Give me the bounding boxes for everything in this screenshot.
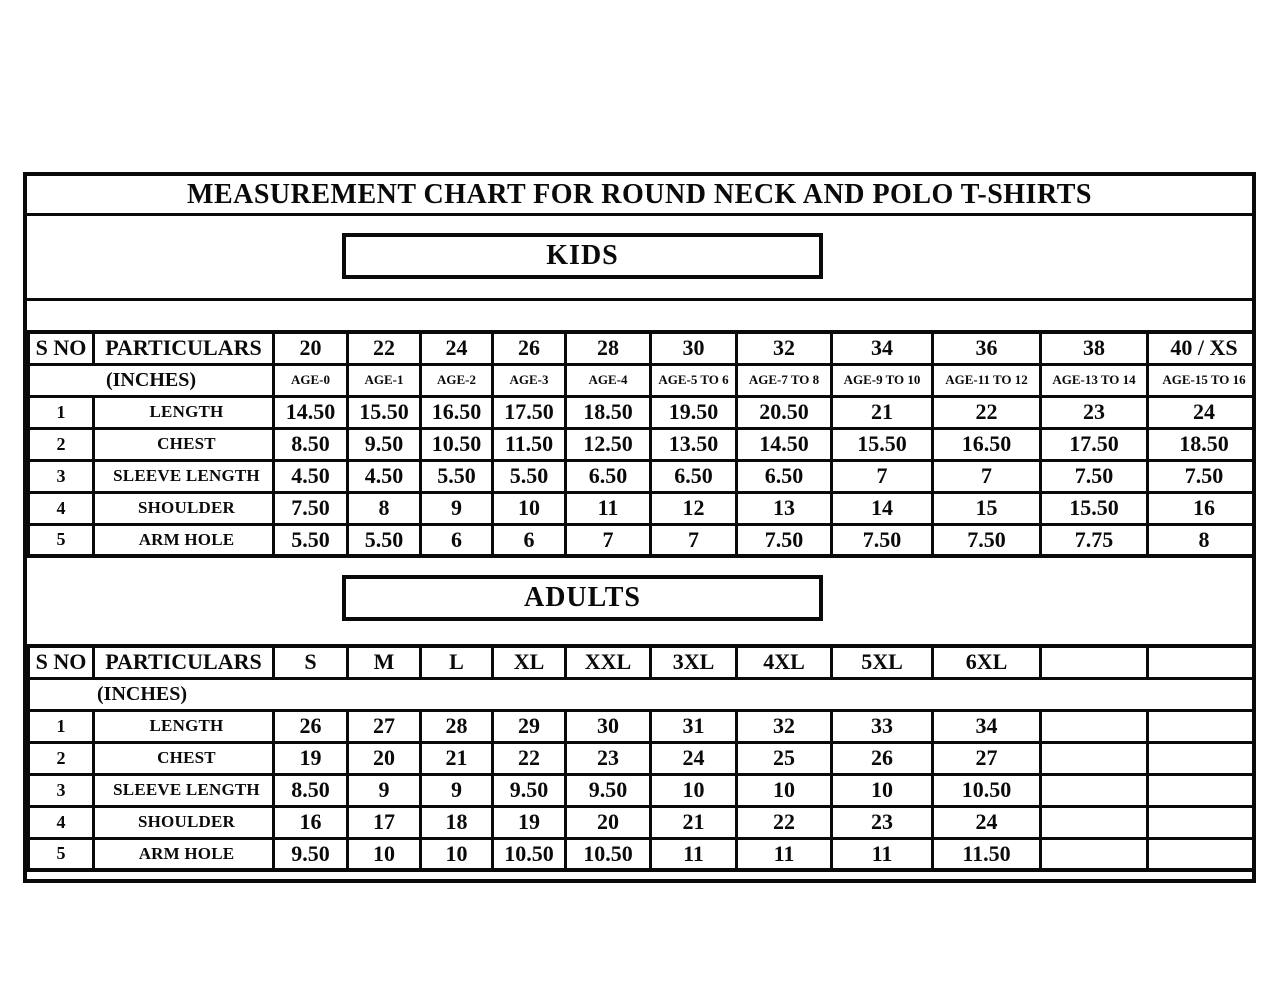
measurement-value: 11: [832, 838, 933, 870]
measurement-value: 23: [832, 806, 933, 838]
measurement-value: 8: [348, 492, 421, 524]
size-column-header: L: [421, 646, 493, 678]
measurement-row: [29, 524, 1257, 556]
measurement-value: 9.50: [493, 774, 566, 806]
measurement-value: 5.50: [274, 524, 348, 556]
measurement-value: 6.50: [651, 460, 737, 492]
measurement-label: LENGTH: [94, 710, 274, 742]
size-column-header: 6XL: [933, 646, 1041, 678]
measurement-value: 18.50: [566, 396, 651, 428]
measurement-value: 7: [566, 524, 651, 556]
measurement-value: 11: [737, 838, 832, 870]
measurement-value: 7: [832, 460, 933, 492]
measurement-value: 24: [933, 806, 1041, 838]
measurement-label: SLEEVE LENGTH: [94, 774, 274, 806]
measurement-value: 17.50: [1041, 428, 1148, 460]
measurement-value: 7.50: [274, 492, 348, 524]
size-column-header: 26: [493, 332, 566, 364]
age-column-header: AGE-4: [566, 364, 651, 396]
size-column-header: 22: [348, 332, 421, 364]
measurement-value: 7.50: [933, 524, 1041, 556]
measurement-label: CHEST: [94, 742, 274, 774]
sno-column-header: S NO: [29, 646, 94, 678]
measurement-value: 10: [421, 838, 493, 870]
measurement-value: 5.50: [421, 460, 493, 492]
measurement-value: 19.50: [651, 396, 737, 428]
measurement-value: 15.50: [1041, 492, 1148, 524]
row-number: 3: [29, 774, 94, 806]
measurement-value: 13.50: [651, 428, 737, 460]
kids-measurement-table: [27, 330, 1256, 558]
measurement-value: 11.50: [493, 428, 566, 460]
sno-column-header: S NO: [29, 332, 94, 364]
measurement-value: 9: [421, 492, 493, 524]
measurement-value: 8.50: [274, 774, 348, 806]
size-column-header: 20: [274, 332, 348, 364]
measurement-value: 7.50: [1148, 460, 1257, 492]
size-column-header: 28: [566, 332, 651, 364]
measurement-value: 7: [651, 524, 737, 556]
measurement-value: [1148, 710, 1257, 742]
age-column-header: AGE-2: [421, 364, 493, 396]
measurement-value: 24: [651, 742, 737, 774]
kids-section-heading: KIDS: [342, 233, 823, 279]
measurement-value: [1041, 742, 1148, 774]
age-column-header: AGE-13 TO 14: [1041, 364, 1148, 396]
particulars-column-header: PARTICULARS: [94, 646, 274, 678]
size-column-header: XL: [493, 646, 566, 678]
size-column-header: 40 / XS: [1148, 332, 1257, 364]
age-column-header: AGE-9 TO 10: [832, 364, 933, 396]
measurement-label: SHOULDER: [94, 806, 274, 838]
row-number: 1: [29, 396, 94, 428]
measurement-label: SLEEVE LENGTH: [94, 460, 274, 492]
measurement-value: 21: [832, 396, 933, 428]
measurement-value: 10: [651, 774, 737, 806]
measurement-value: 16.50: [421, 396, 493, 428]
measurement-value: [1041, 774, 1148, 806]
row-number: 4: [29, 492, 94, 524]
measurement-value: 27: [933, 742, 1041, 774]
measurement-value: 7.50: [1041, 460, 1148, 492]
measurement-value: 6.50: [737, 460, 832, 492]
measurement-value: 21: [651, 806, 737, 838]
measurement-value: 10.50: [493, 838, 566, 870]
measurement-value: 24: [1148, 396, 1257, 428]
size-column-header: [1041, 646, 1148, 678]
measurement-value: 11: [566, 492, 651, 524]
measurement-value: 15.50: [832, 428, 933, 460]
size-column-header: 30: [651, 332, 737, 364]
units-label: (INCHES): [29, 678, 1257, 710]
age-column-header: AGE-1: [348, 364, 421, 396]
kids-header-row: [29, 332, 1257, 364]
measurement-value: 17.50: [493, 396, 566, 428]
measurement-value: 20.50: [737, 396, 832, 428]
measurement-value: 27: [348, 710, 421, 742]
adults-measurement-table: [27, 644, 1256, 872]
measurement-value: 14.50: [274, 396, 348, 428]
measurement-value: 22: [493, 742, 566, 774]
measurement-label: SHOULDER: [94, 492, 274, 524]
measurement-value: 30: [566, 710, 651, 742]
measurement-value: 16.50: [933, 428, 1041, 460]
measurement-value: 25: [737, 742, 832, 774]
measurement-value: 6: [421, 524, 493, 556]
measurement-value: 8.50: [274, 428, 348, 460]
units-label: (INCHES): [29, 364, 274, 396]
kids-units-row: [29, 364, 1257, 396]
measurement-value: 18: [421, 806, 493, 838]
size-column-header: 38: [1041, 332, 1148, 364]
size-column-header: 34: [832, 332, 933, 364]
measurement-value: 12: [651, 492, 737, 524]
measurement-row: [29, 428, 1257, 460]
measurement-value: 10: [832, 774, 933, 806]
measurement-value: 31: [651, 710, 737, 742]
measurement-value: 23: [1041, 396, 1148, 428]
size-column-header: 36: [933, 332, 1041, 364]
measurement-value: 16: [274, 806, 348, 838]
adults-section-band: [27, 558, 1252, 644]
measurement-value: 26: [832, 742, 933, 774]
row-number: 5: [29, 838, 94, 870]
size-column-header: [1148, 646, 1257, 678]
measurement-value: [1148, 742, 1257, 774]
measurement-value: [1148, 774, 1257, 806]
measurement-value: 16: [1148, 492, 1257, 524]
measurement-row: [29, 710, 1257, 742]
size-column-header: XXL: [566, 646, 651, 678]
measurement-value: 5.50: [348, 524, 421, 556]
measurement-value: 9.50: [348, 428, 421, 460]
measurement-value: 12.50: [566, 428, 651, 460]
measurement-value: 14.50: [737, 428, 832, 460]
measurement-value: 9: [348, 774, 421, 806]
measurement-row: [29, 742, 1257, 774]
size-column-header: 5XL: [832, 646, 933, 678]
measurement-value: [1041, 710, 1148, 742]
measurement-value: 17: [348, 806, 421, 838]
measurement-value: 15: [933, 492, 1041, 524]
measurement-value: 7.75: [1041, 524, 1148, 556]
row-number: 5: [29, 524, 94, 556]
chart-title: MEASUREMENT CHART FOR ROUND NECK AND POLO T-SHIRTS: [27, 176, 1252, 216]
row-number: 1: [29, 710, 94, 742]
measurement-value: 10.50: [933, 774, 1041, 806]
measurement-value: 6: [493, 524, 566, 556]
measurement-value: 9.50: [274, 838, 348, 870]
measurement-value: 26: [274, 710, 348, 742]
measurement-value: 33: [832, 710, 933, 742]
measurement-label: CHEST: [94, 428, 274, 460]
measurement-value: 15.50: [348, 396, 421, 428]
measurement-row: [29, 774, 1257, 806]
measurement-value: 18.50: [1148, 428, 1257, 460]
age-column-header: AGE-11 TO 12: [933, 364, 1041, 396]
size-column-header: 3XL: [651, 646, 737, 678]
measurement-value: 19: [493, 806, 566, 838]
measurement-value: [1041, 806, 1148, 838]
measurement-row: [29, 838, 1257, 870]
measurement-value: 10.50: [421, 428, 493, 460]
measurement-value: 21: [421, 742, 493, 774]
size-column-header: 4XL: [737, 646, 832, 678]
row-number: 4: [29, 806, 94, 838]
row-number: 2: [29, 428, 94, 460]
measurement-label: ARM HOLE: [94, 524, 274, 556]
measurement-value: 9.50: [566, 774, 651, 806]
measurement-chart: [23, 172, 1256, 883]
adults-units-row: [29, 678, 1257, 710]
measurement-value: 7.50: [737, 524, 832, 556]
kids-section-band: [27, 216, 1252, 301]
measurement-row: [29, 460, 1257, 492]
measurement-value: 28: [421, 710, 493, 742]
age-column-header: AGE-7 TO 8: [737, 364, 832, 396]
measurement-value: 10: [493, 492, 566, 524]
adults-section-heading: ADULTS: [342, 575, 823, 621]
spacer-band: [27, 301, 1252, 330]
measurement-value: 11.50: [933, 838, 1041, 870]
measurement-value: 10: [737, 774, 832, 806]
measurement-value: 22: [737, 806, 832, 838]
measurement-value: 7.50: [832, 524, 933, 556]
size-column-header: 32: [737, 332, 832, 364]
measurement-label: LENGTH: [94, 396, 274, 428]
row-number: 2: [29, 742, 94, 774]
measurement-row: [29, 492, 1257, 524]
measurement-value: 11: [651, 838, 737, 870]
measurement-value: 10.50: [566, 838, 651, 870]
measurement-value: [1041, 838, 1148, 870]
measurement-row: [29, 396, 1257, 428]
measurement-value: 8: [1148, 524, 1257, 556]
measurement-row: [29, 806, 1257, 838]
size-column-header: 24: [421, 332, 493, 364]
age-column-header: AGE-5 TO 6: [651, 364, 737, 396]
age-column-header: AGE-0: [274, 364, 348, 396]
measurement-value: 13: [737, 492, 832, 524]
age-column-header: AGE-3: [493, 364, 566, 396]
measurement-value: 20: [566, 806, 651, 838]
measurement-value: 34: [933, 710, 1041, 742]
measurement-value: 22: [933, 396, 1041, 428]
measurement-value: 20: [348, 742, 421, 774]
measurement-value: 7: [933, 460, 1041, 492]
measurement-value: 4.50: [348, 460, 421, 492]
age-column-header: AGE-15 TO 16: [1148, 364, 1257, 396]
measurement-value: 32: [737, 710, 832, 742]
measurement-value: 14: [832, 492, 933, 524]
measurement-value: 5.50: [493, 460, 566, 492]
measurement-value: [1148, 838, 1257, 870]
measurement-value: 6.50: [566, 460, 651, 492]
size-column-header: S: [274, 646, 348, 678]
measurement-value: 10: [348, 838, 421, 870]
adults-header-row: [29, 646, 1257, 678]
measurement-label: ARM HOLE: [94, 838, 274, 870]
measurement-value: 29: [493, 710, 566, 742]
size-column-header: M: [348, 646, 421, 678]
measurement-value: 19: [274, 742, 348, 774]
particulars-column-header: PARTICULARS: [94, 332, 274, 364]
row-number: 3: [29, 460, 94, 492]
measurement-value: [1148, 806, 1257, 838]
measurement-value: 23: [566, 742, 651, 774]
measurement-value: 4.50: [274, 460, 348, 492]
measurement-value: 9: [421, 774, 493, 806]
